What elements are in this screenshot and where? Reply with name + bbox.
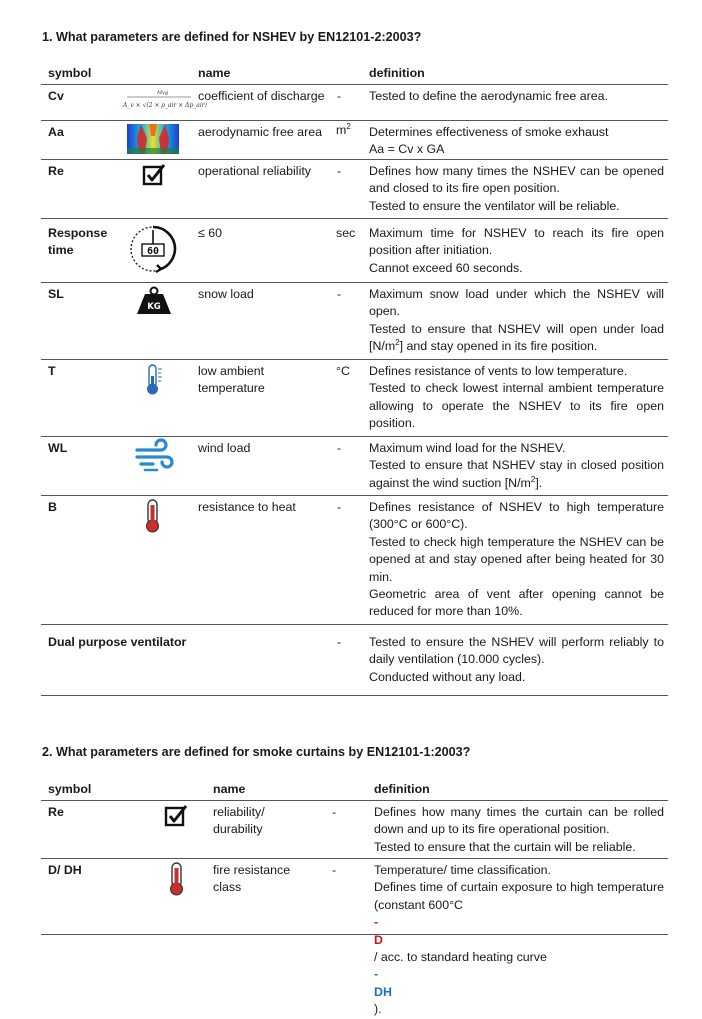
name-cell: snow load <box>198 287 254 301</box>
definition-line: Tested to ensure that NSHEV will open under load $[N/m^2]$ and stay opened in its fire position. <box>369 321 664 354</box>
definition-line: Tested to check lowest internal ambient temperature allowing to operate the NSHEV to its fire open position. <box>369 381 664 431</box>
table-row <box>41 360 668 437</box>
symbol-cell: Aa <box>48 125 64 139</box>
discharge-formula-icon <box>121 87 207 113</box>
discharge-formula-text: A_v × √(2 × ρ_air × Δp_air) <box>123 102 207 109</box>
header-definition: definition <box>369 66 425 80</box>
table-row <box>41 859 668 1017</box>
unit-cell: sec <box>336 226 356 240</box>
wind-icon <box>135 442 175 472</box>
definition-line: Maximum wind load for the NSHEV. <box>369 441 566 455</box>
name-cell: fire resistance class <box>213 863 291 895</box>
table-row <box>41 160 668 219</box>
thermometer-cold-icon <box>143 364 165 396</box>
name-cell: ≤ 60 <box>198 226 223 240</box>
name-cell: operational reliability <box>198 164 311 178</box>
weight-icon <box>136 286 172 314</box>
unit-cell: - <box>332 863 337 877</box>
definition-cell <box>369 225 664 277</box>
definition-cell <box>369 163 664 215</box>
unit-cell: - <box>332 805 337 819</box>
definition-cell <box>374 862 664 1019</box>
thermometer-hot-icon <box>142 499 164 533</box>
header-symbol: symbol <box>48 66 92 80</box>
definition-line: Temperature/ time classification. <box>374 863 551 877</box>
unit-cell: - <box>337 500 342 514</box>
definition-line: Defines resistance of vents to low temperature. <box>369 364 628 378</box>
definition-line: Determines effectiveness of smoke exhaust <box>369 125 609 139</box>
symbol-cell: WL <box>48 441 68 455</box>
section-1-heading: 1. What parameters are defined for NSHEV by EN12101-2:2003? <box>42 30 422 44</box>
unit-cell: - <box>337 287 342 301</box>
table-row <box>41 219 668 283</box>
header-name: name <box>213 782 246 796</box>
table-row <box>41 437 668 496</box>
header-definition: definition <box>374 782 430 796</box>
definition-cell <box>369 363 664 433</box>
symbol-cell: T <box>48 364 56 378</box>
unit-cell: - <box>337 164 342 178</box>
definition-cell <box>369 634 664 686</box>
name-cell: wind load <box>198 441 251 455</box>
symbol-cell: Re <box>48 805 64 819</box>
table-header-row <box>41 778 668 801</box>
definition-line: Geometric area of vent after opening cannot be reduced for more than 10%. <box>369 587 664 619</box>
definition-cell <box>369 88 664 105</box>
definition-line: Tested to define the aerodynamic free area. <box>369 89 609 103</box>
name-cell: low ambient temperature <box>198 364 265 396</box>
definition-line: Defines how many times the curtain can be rolled down and up to its fire operational position. <box>374 805 664 837</box>
symbol-cell: Response time <box>48 226 108 258</box>
definition-line: Aa = Cv x GA <box>369 142 445 157</box>
stopwatch-icon-text: 60 <box>146 246 160 257</box>
unit-cell: $m^2$ <box>336 121 351 137</box>
nshev-parameters-table <box>41 62 668 696</box>
definition-line: Tested to check high temperature the NSHEV can be opened at and stay opened after being heated for 30 min. <box>369 534 664 584</box>
svg-text:Mvg: Mvg <box>157 90 169 96</box>
symbol-cell: Cv <box>48 89 64 103</box>
name-cell: coefficient of discharge <box>198 89 325 103</box>
symbol-cell: B <box>48 500 57 514</box>
definition-line: Tested to ensure that NSHEV stay in closed position against the wind suction $[N/m^2]$. <box>369 458 664 490</box>
definition-line: Defines how many times the NSHEV can be opened and closed to its fire open position. <box>369 164 664 196</box>
definition-cell <box>369 499 664 621</box>
symbol-cell: D/ DH <box>48 863 82 877</box>
definition-line: Cannot exceed 60 seconds. <box>369 260 523 275</box>
definition-line: Maximum snow load under which the NSHEV will open. <box>369 287 664 319</box>
definition-line: Tested to ensure the ventilator will be reliable. <box>369 198 620 213</box>
smoke-curtain-parameters-table <box>41 778 668 1017</box>
definition-cell <box>369 286 664 356</box>
table-row <box>41 121 668 160</box>
table-row <box>41 85 668 121</box>
header-symbol: symbol <box>48 782 92 796</box>
stopwatch-icon <box>127 222 181 276</box>
symbol-cell: SL <box>48 287 64 301</box>
definition-line: Tested to ensure that the curtain will be reliable. <box>374 839 636 854</box>
symbol-cell: Re <box>48 164 64 178</box>
symbol-cell: Dual purpose ventilator <box>48 635 187 649</box>
name-cell: aerodynamic free area <box>198 125 322 139</box>
name-cell: reliability/ durability <box>213 805 265 837</box>
definition-line: Defines resistance of NSHEV to high temperature (300°C or 600°C). <box>369 500 664 532</box>
unit-cell: - <box>337 441 342 455</box>
unit-cell: - <box>337 635 342 649</box>
thermometer-hot-icon <box>166 862 188 896</box>
unit-cell: - <box>337 89 342 103</box>
definition-cell <box>369 124 664 159</box>
header-name: name <box>198 66 231 80</box>
table-row <box>41 801 668 859</box>
table-row <box>41 625 668 696</box>
unit-cell: °C <box>336 364 350 378</box>
table-header-row <box>41 62 668 85</box>
weight-icon-text: KG <box>147 302 161 312</box>
table-row <box>41 283 668 360</box>
definition-line: Conducted without any load. <box>369 669 526 684</box>
checkbox-icon <box>164 804 188 828</box>
airflow-heatmap-icon <box>127 124 179 154</box>
definition-cell <box>374 804 664 856</box>
definition-line: Maximum time for NSHEV to reach its fire open position after initiation. <box>369 226 664 258</box>
checkbox-icon <box>142 163 166 187</box>
definition-line: Tested to ensure the NSHEV will perform reliably to daily ventilation (10.000 cycles). <box>369 635 664 667</box>
name-cell: resistance to heat <box>198 500 296 514</box>
table-row <box>41 496 668 625</box>
definition-line-highlighted: Defines time of curtain exposure to high temperature (constant 600°C - D / acc. to standard heating curve - DH ). <box>374 880 664 1017</box>
definition-cell <box>369 440 664 492</box>
section-2-heading: 2. What parameters are defined for smoke curtains by EN12101-1:2003? <box>42 745 471 759</box>
